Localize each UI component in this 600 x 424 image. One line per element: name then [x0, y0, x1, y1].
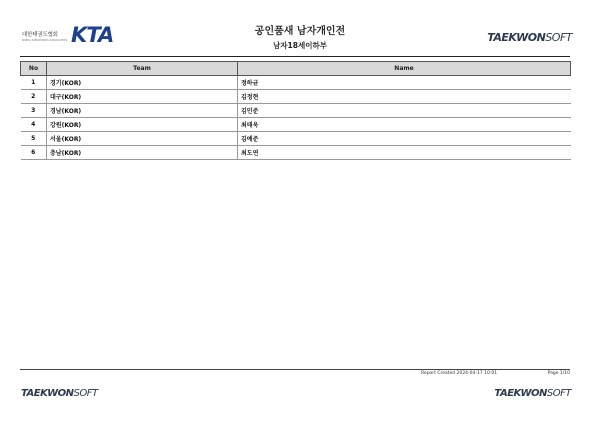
cell-name: 김민준 [238, 104, 571, 118]
table-row [21, 118, 571, 132]
cell-no: 6 [21, 146, 47, 160]
table-row [21, 76, 571, 90]
header-divider [20, 56, 570, 57]
brand-strong: TAEKWON [487, 31, 546, 44]
cell-name: 김예준 [238, 132, 571, 146]
page-subtitle: 남자18세이하부 [273, 41, 327, 50]
cell-team: 대구(KOR) [47, 90, 238, 104]
cell-no: 4 [21, 118, 47, 132]
kta-korean-name: 대한태권도협회 [22, 32, 58, 38]
brand-soft: SOFT [73, 388, 98, 399]
cell-no: 3 [21, 104, 47, 118]
table-header-row [21, 62, 571, 76]
kta-logo [22, 24, 113, 48]
kta-logo-mark: KTA [71, 23, 114, 47]
cell-name: 최태욱 [238, 118, 571, 132]
cell-team: 충남(KOR) [47, 146, 238, 160]
page-header [0, 0, 600, 58]
title-block [200, 22, 400, 51]
footer-divider [20, 369, 570, 370]
column-header-name: Name [238, 62, 571, 76]
kta-english-name: KOREA TAEKWONDO ASSOCIATION [22, 39, 68, 42]
brand-strong: TAEKWON [494, 388, 547, 399]
taekwonsoft-logo-top [487, 31, 572, 44]
cell-team: 서울(KOR) [47, 132, 238, 146]
page-number: Page 1/10 [547, 371, 570, 376]
cell-no: 5 [21, 132, 47, 146]
taekwonsoft-logo-bottom-left [21, 388, 98, 399]
cell-name: 최도연 [238, 146, 571, 160]
page-title: 공인품새 남자개인전 [254, 26, 346, 37]
cell-name: 정하균 [238, 76, 571, 90]
table-row [21, 104, 571, 118]
table-row [21, 132, 571, 146]
column-header-no: No [21, 62, 47, 76]
cell-no: 1 [21, 76, 47, 90]
report-created-timestamp: Report Created 2024-04-17 10:01 [421, 371, 498, 376]
cell-team: 경남(KOR) [47, 104, 238, 118]
column-header-team: Team [47, 62, 238, 76]
taekwonsoft-logo-bottom-right [494, 388, 571, 399]
cell-team: 강원(KOR) [47, 118, 238, 132]
cell-no: 2 [21, 90, 47, 104]
table-row [21, 90, 571, 104]
brand-soft: SOFT [546, 388, 571, 399]
table-row [21, 146, 571, 160]
entry-table [20, 61, 571, 160]
kta-logo-text [22, 30, 67, 42]
cell-name: 김정현 [238, 90, 571, 104]
table-body [21, 76, 571, 160]
brand-soft: SOFT [545, 31, 572, 44]
cell-team: 경기(KOR) [47, 76, 238, 90]
brand-strong: TAEKWON [21, 388, 74, 399]
